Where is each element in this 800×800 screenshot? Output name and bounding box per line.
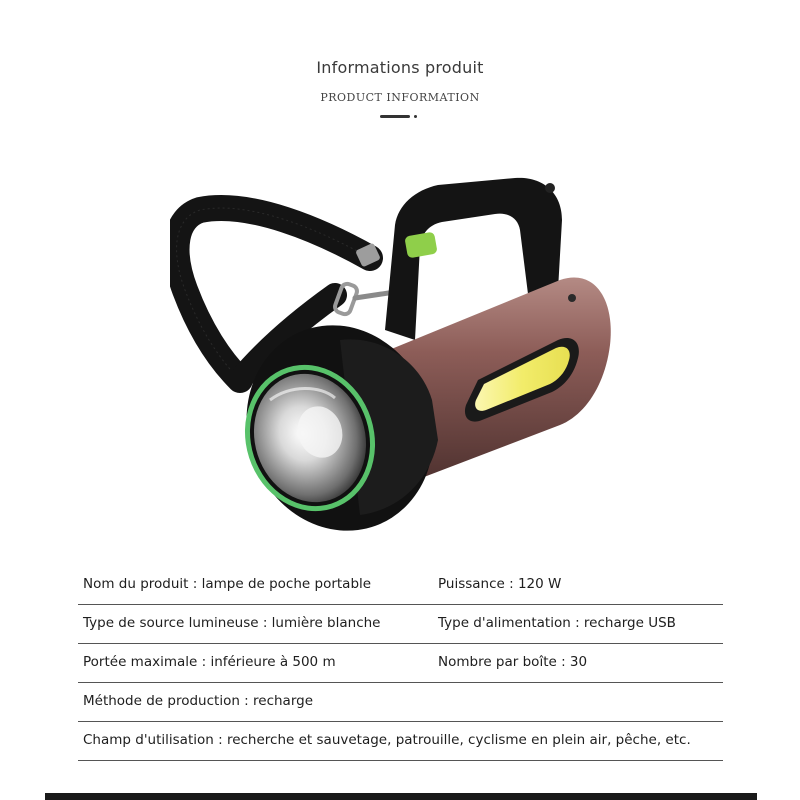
page-subtitle: PRODUCT INFORMATION — [320, 90, 480, 105]
spec-row — [78, 605, 723, 644]
spec-cell: Nombre par boîte : 30 — [438, 654, 588, 670]
spec-cell: Type de source lumineuse : lumière blanche — [83, 615, 381, 631]
spec-row — [78, 566, 723, 605]
spec-row — [78, 644, 723, 683]
spec-cell: Champ d'utilisation : recherche et sauvetage, patrouille, cyclisme en plein air, pêche, etc. — [83, 732, 691, 748]
title-divider — [378, 114, 422, 118]
page-title: Informations produit — [316, 58, 484, 77]
spec-row — [78, 683, 723, 722]
spec-cell: Méthode de production : recharge — [83, 693, 314, 709]
bottom-bar — [45, 793, 757, 800]
product-image — [170, 170, 630, 550]
spec-table — [78, 566, 723, 761]
spec-cell: Puissance : 120 W — [438, 576, 562, 592]
page-header — [0, 58, 800, 118]
spec-row — [78, 722, 723, 761]
spec-cell: Portée maximale : inférieure à 500 m — [83, 654, 336, 670]
spec-cell: Nom du produit : lampe de poche portable — [83, 576, 372, 592]
spec-cell: Type d'alimentation : recharge USB — [438, 615, 676, 631]
